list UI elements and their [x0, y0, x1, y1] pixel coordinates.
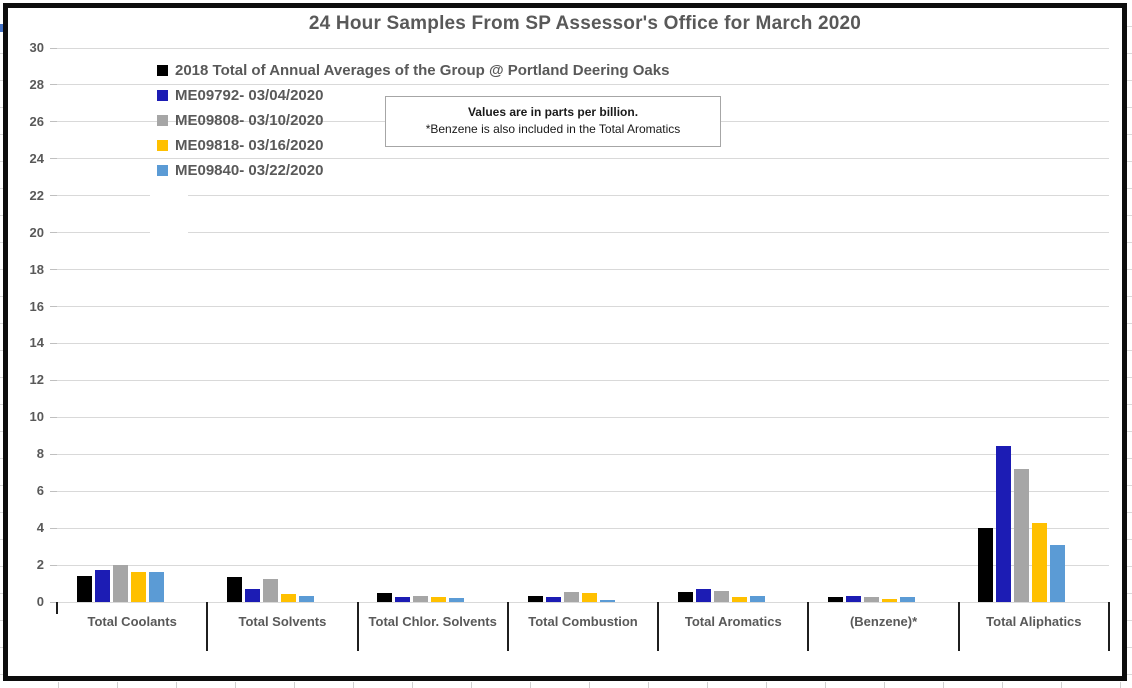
x-axis-label: Total Combustion	[528, 614, 638, 629]
y-axis-label: 28	[29, 76, 44, 92]
y-axis-label: 20	[29, 224, 44, 240]
y-axis-label: 16	[29, 298, 44, 314]
legend-swatch-dark-blue	[157, 90, 168, 101]
y-axis-label: 2	[36, 557, 44, 573]
legend-label: ME09808- 03/10/2020	[175, 112, 324, 129]
note-text-box[interactable]	[385, 96, 721, 147]
x-axis-label: Total Chlor. Solvents	[368, 614, 497, 629]
chart-title[interactable]: 24 Hour Samples From SP Assessor's Office for March 2020	[308, 13, 862, 34]
legend-label: 2018 Total of Annual Averages of the Group @ Portland Deering Oaks	[175, 62, 670, 79]
legend-item-2018-average[interactable]	[157, 58, 669, 83]
y-axis-label: 12	[29, 372, 44, 388]
x-axis-label: Total Aliphatics	[986, 614, 1082, 629]
legend-swatch-light-blue	[157, 165, 168, 176]
y-axis-label: 24	[29, 150, 44, 166]
legend-swatch-gold	[157, 140, 168, 151]
y-axis-label: 14	[29, 335, 44, 351]
y-axis-label: 10	[29, 409, 44, 425]
legend-item-me09840[interactable]	[157, 158, 669, 183]
y-axis-label: 4	[36, 520, 44, 536]
x-axis-label: Total Coolants	[87, 614, 177, 629]
x-axis-label: Total Solvents	[238, 614, 327, 629]
y-axis-label: 8	[36, 446, 44, 462]
y-axis-label: 0	[36, 594, 44, 609]
y-axis-label: 22	[29, 187, 44, 203]
y-axis-label: 26	[29, 113, 44, 129]
y-axis-label: 6	[36, 483, 44, 499]
x-axis-label: Total Aromatics	[684, 614, 782, 629]
y-axis-label: 18	[29, 261, 44, 277]
legend-label: ME09818- 03/16/2020	[175, 137, 324, 154]
legend-label: ME09840- 03/22/2020	[175, 162, 324, 179]
legend-swatch-gray	[157, 115, 168, 126]
legend-swatch-black	[157, 65, 168, 76]
x-axis-label: (Benzene)*	[849, 614, 918, 629]
legend-label: ME09792- 03/04/2020	[175, 87, 324, 104]
y-axis-label: 30	[29, 40, 44, 55]
note-line-units: Values are in parts per billion.	[467, 105, 639, 119]
note-line-benzene: *Benzene is also included in the Total Aromatics	[425, 122, 681, 136]
